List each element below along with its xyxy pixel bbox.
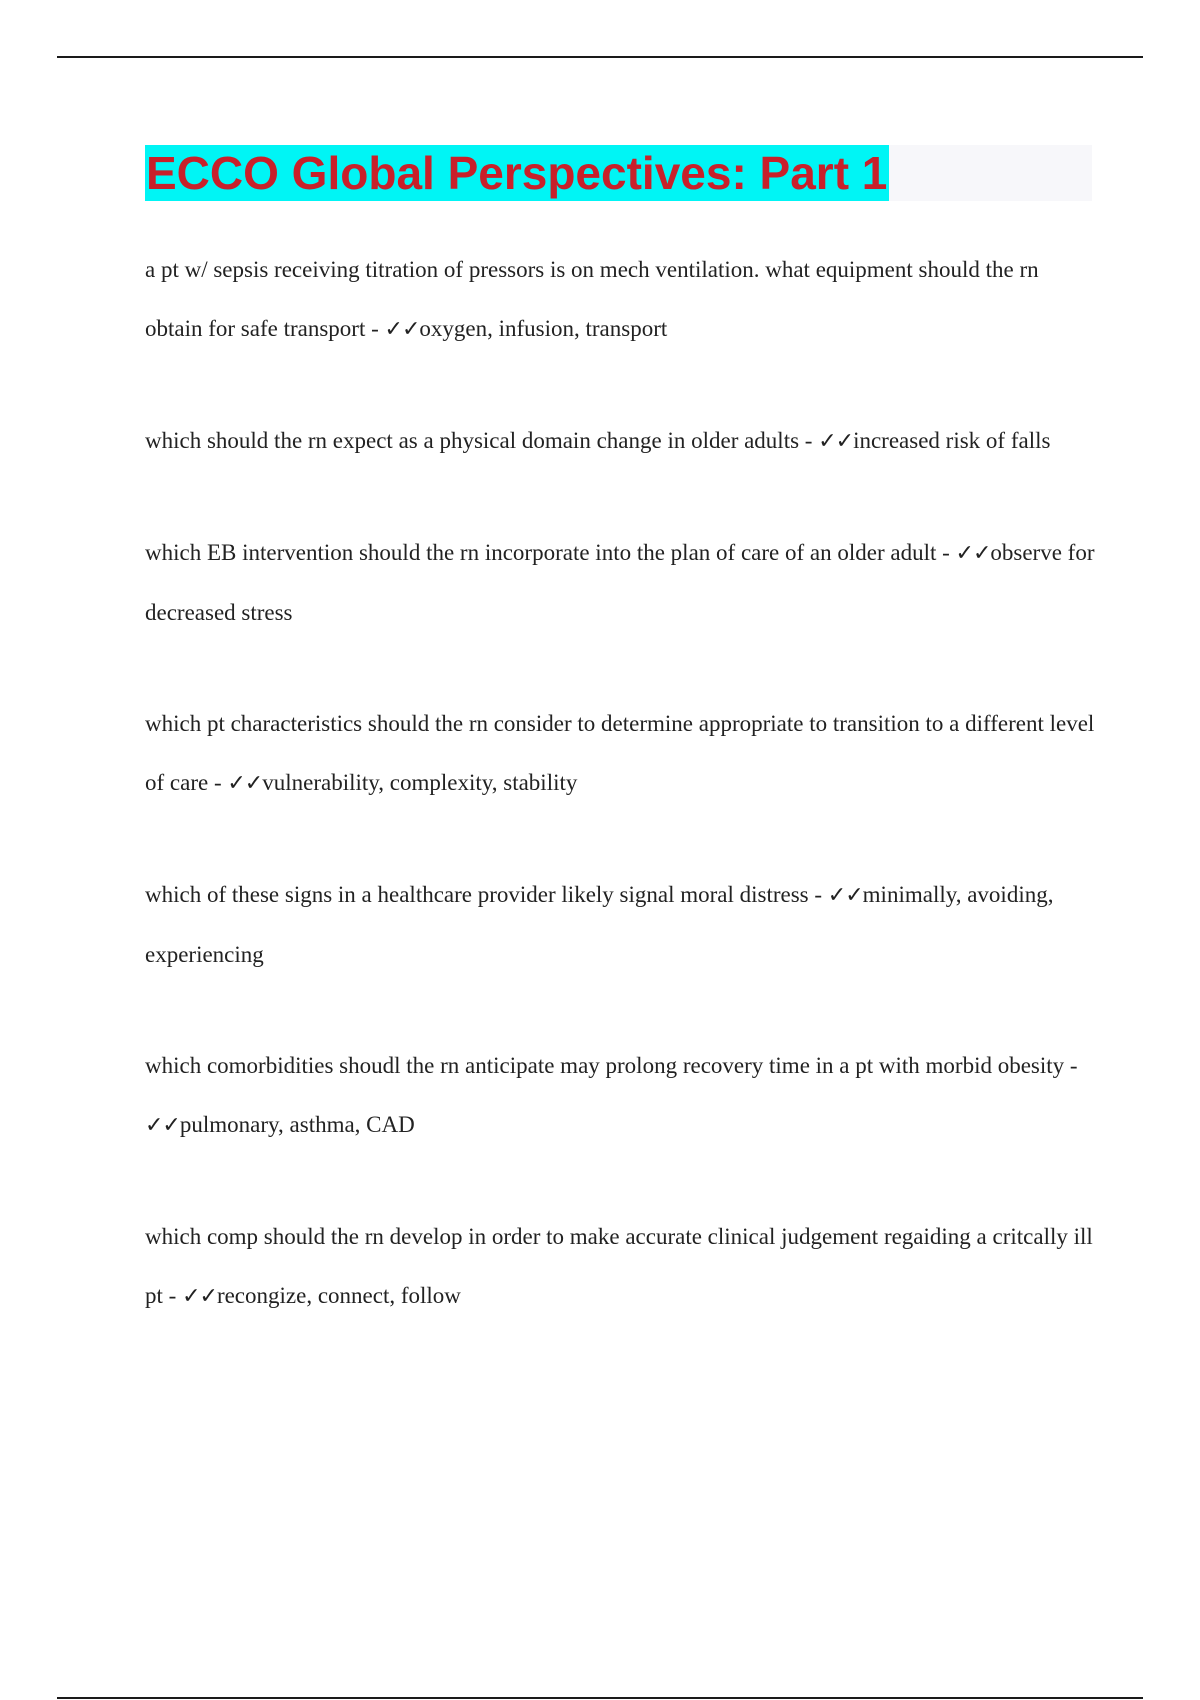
checkmark-icon: ✓✓ xyxy=(827,883,863,908)
answer-text: vulnerability, complexity, stability xyxy=(262,770,578,795)
qa-item xyxy=(145,411,1095,471)
answer-text: minimally, avoiding, experiencing xyxy=(145,882,1054,967)
qa-item xyxy=(145,865,1095,984)
qa-item xyxy=(145,240,1095,359)
answer-text: pulmonary, asthma, CAD xyxy=(179,1112,415,1137)
answer-text: recongize, connect, follow xyxy=(216,1283,461,1308)
question-text: which comp should the rn develop in order to make accurate clinical judgement regaiding a critcally ill pt - xyxy=(145,1224,1093,1308)
answer-text: increased risk of falls xyxy=(853,428,1051,453)
checkmark-icon: ✓✓ xyxy=(818,429,854,454)
qa-item xyxy=(145,523,1095,642)
answer-text: observe for decreased stress xyxy=(145,540,1095,625)
question-text: which should the rn expect as a physical domain change in older adults - xyxy=(145,428,819,453)
checkmark-icon: ✓✓ xyxy=(182,1284,217,1309)
qa-item xyxy=(145,1207,1095,1326)
checkmark-icon: ✓✓ xyxy=(145,1113,180,1138)
qa-item xyxy=(145,694,1095,813)
qa-list xyxy=(145,240,1095,1378)
document-title: ECCO Global Perspectives: Part 1 xyxy=(146,147,888,199)
qa-item xyxy=(145,1036,1095,1155)
question-text: which pt characteristics should the rn consider to determine appropriate to transition to a different level of care - xyxy=(145,711,1095,795)
top-rule xyxy=(57,56,1143,58)
checkmark-icon: ✓✓ xyxy=(955,541,991,566)
question-text: a pt w/ sepsis receiving titration of pressors is on mech ventilation. what equipment should the rn obtain for safe transport - xyxy=(145,257,1039,341)
question-text: which of these signs in a healthcare provider likely signal moral distress - xyxy=(145,882,828,907)
question-text: which EB intervention should the rn incorporate into the plan of care of an older adult - xyxy=(145,540,956,565)
checkmark-icon: ✓✓ xyxy=(384,317,420,342)
answer-text: oxygen, infusion, transport xyxy=(419,316,668,341)
checkmark-icon: ✓✓ xyxy=(227,771,263,796)
bottom-rule xyxy=(57,1697,1143,1699)
question-text: which comorbidities shoudl the rn anticipate may prolong recovery time in a pt with morbid obesity - xyxy=(145,1053,1078,1078)
